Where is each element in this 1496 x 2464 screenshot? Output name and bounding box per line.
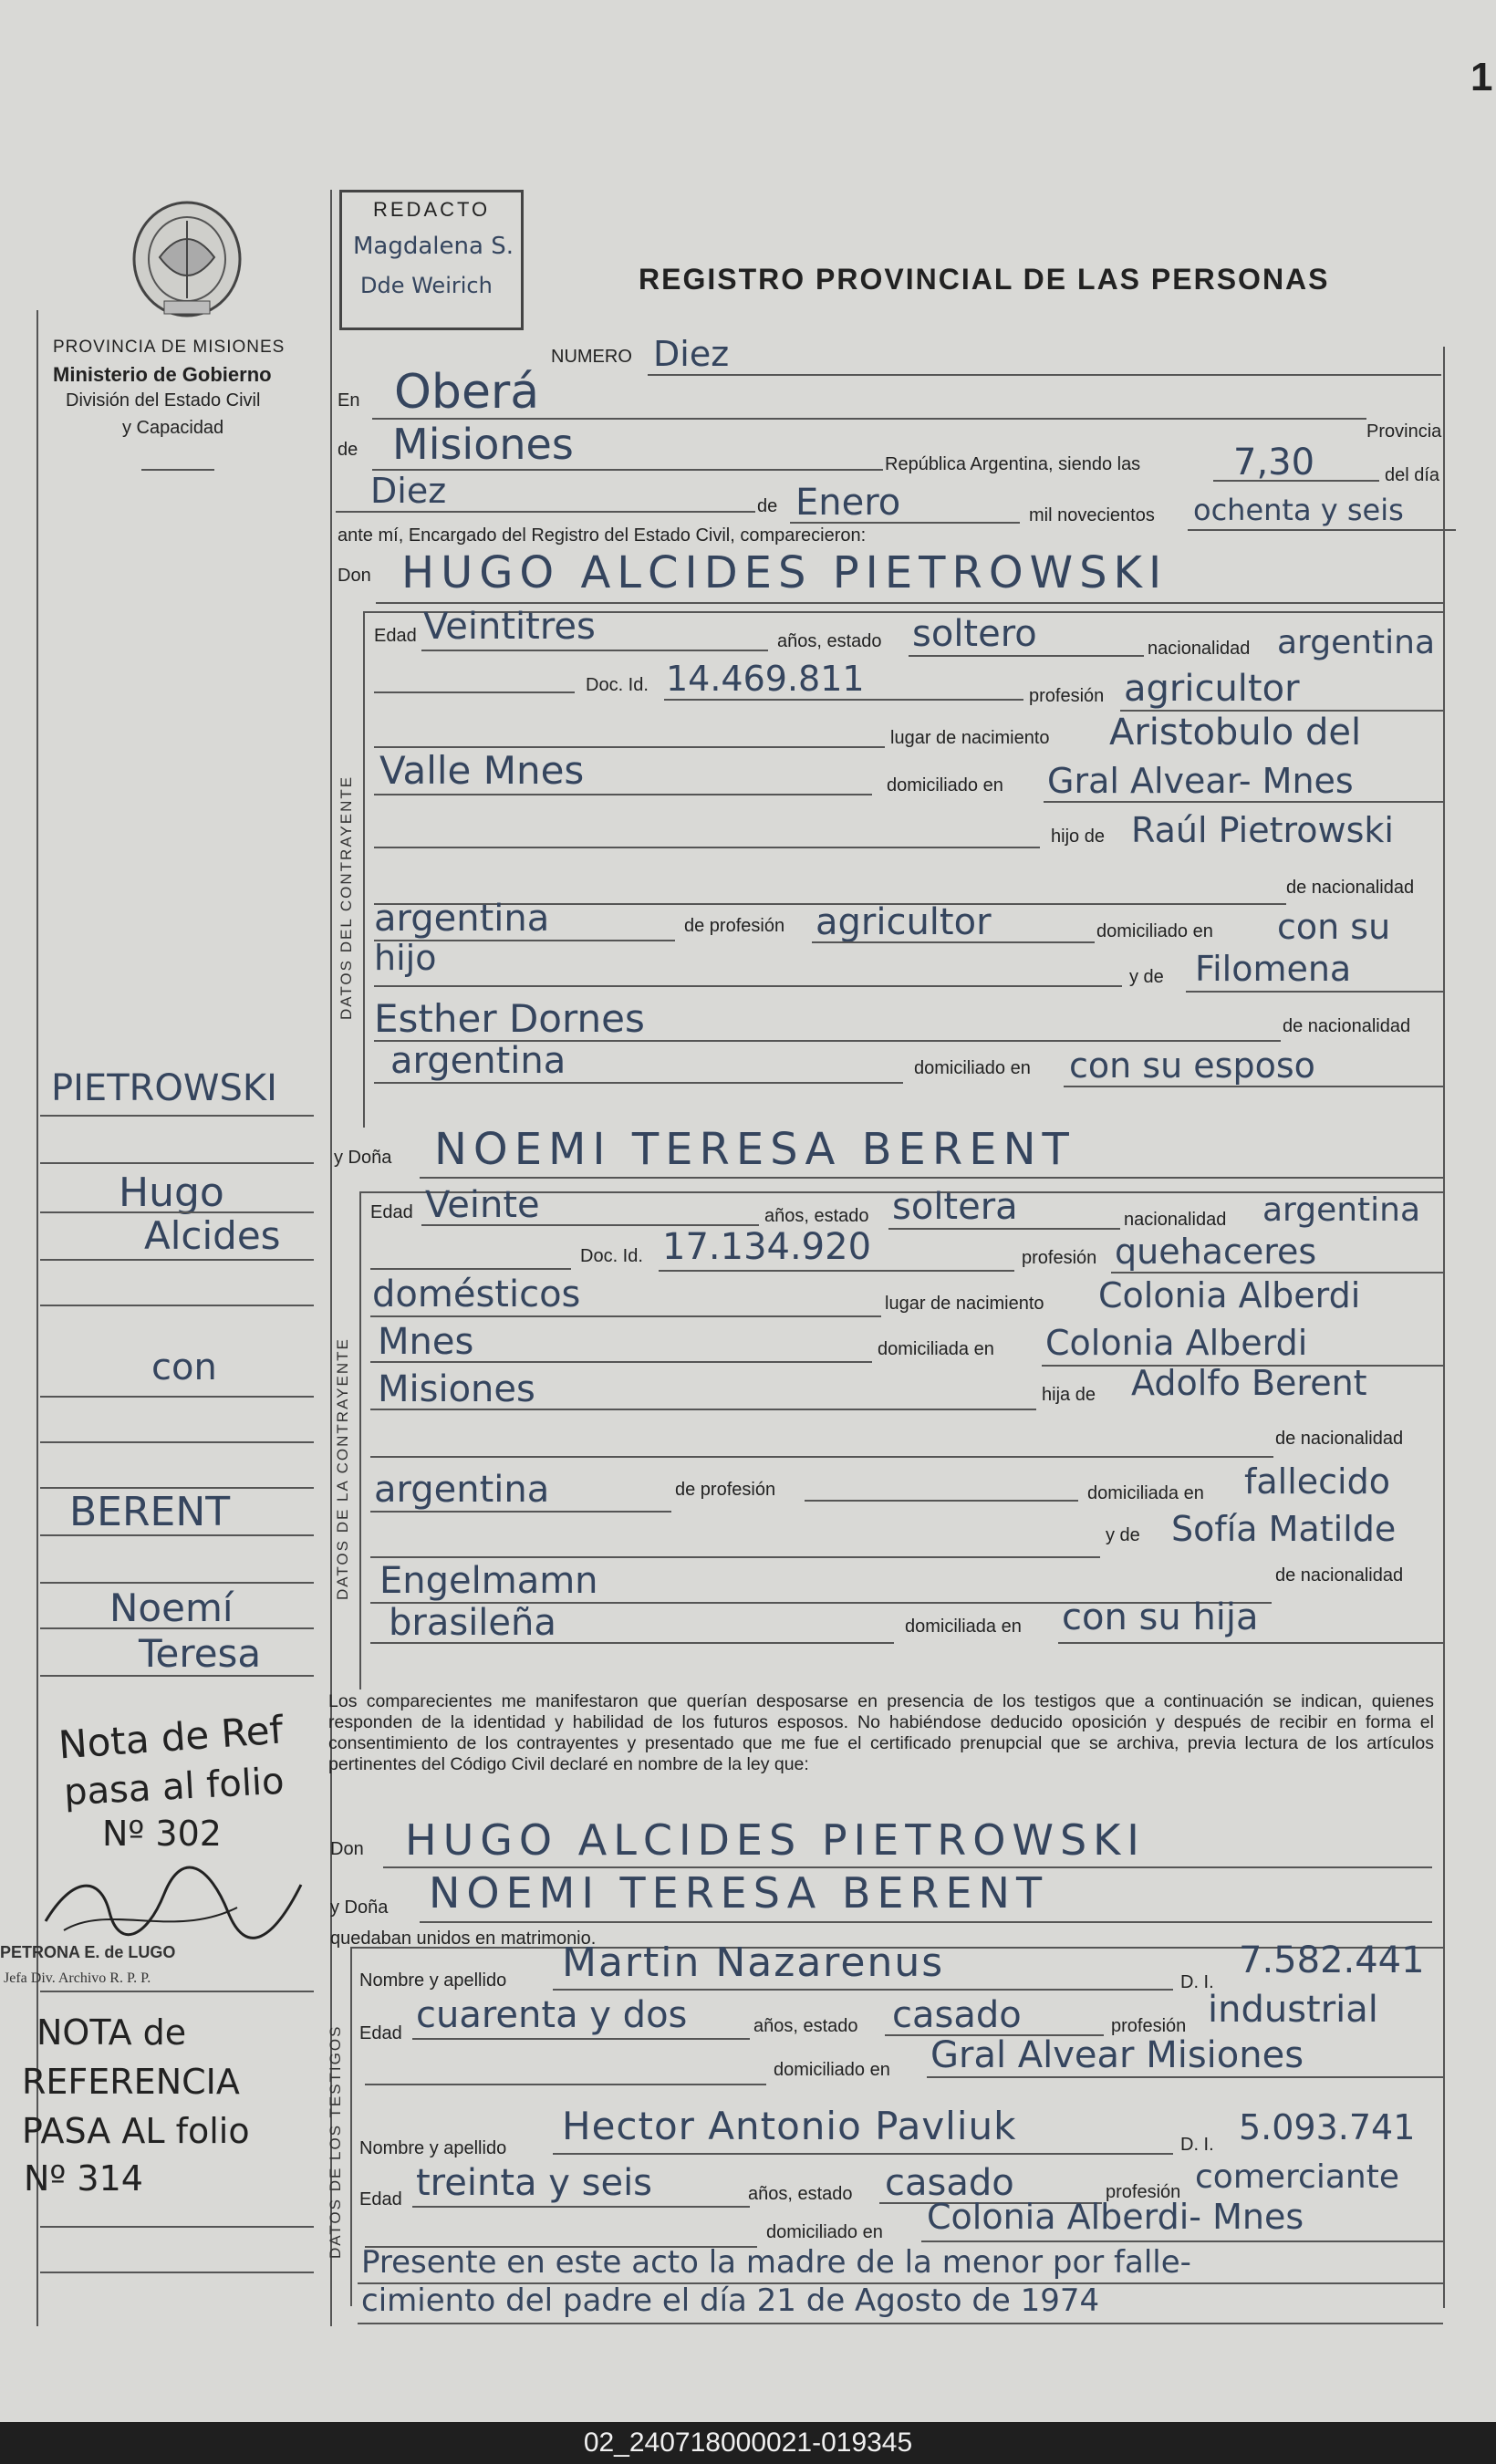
groom-padre: Raúl Pietrowski	[1131, 810, 1394, 850]
groom-nacionalidad-label: nacionalidad	[1148, 639, 1251, 659]
w1-estado-label: años, estado	[753, 2016, 858, 2036]
groom-lugar-2: Valle Mnes	[379, 748, 585, 793]
groom-hijo-prefix-rule	[374, 847, 1040, 848]
decl-groom-name: HUGO ALCIDES PIETROWSKI	[405, 1815, 1146, 1865]
decl-dona-label: y Doña	[330, 1897, 389, 1918]
margin-surname-1: PIETROWSKI	[51, 1067, 277, 1109]
bride-estado-rule	[888, 1228, 1120, 1230]
numero-rule	[648, 374, 1441, 376]
redacto-line2: Dde Weirich	[360, 273, 493, 298]
de-mes-label: de	[757, 496, 778, 516]
w1-di: 7.582.441	[1239, 1939, 1425, 1981]
bride-doc-label: Doc. Id.	[580, 1246, 643, 1266]
bride-estado: soltera	[892, 1186, 1018, 1228]
office-capacity: y Capacidad	[122, 418, 224, 438]
groom-madre-nac: argentina	[390, 1040, 566, 1082]
note-line2: cimiento del padre el día 21 de Agosto de 1974	[361, 2282, 1100, 2319]
bride-profesion-label: profesión	[1022, 1248, 1097, 1268]
groom-estado-rule	[909, 655, 1144, 657]
bride-name-rule	[420, 1177, 1443, 1179]
groom-profesion: agricultor	[1124, 668, 1300, 710]
provincia-value: Misiones	[392, 420, 574, 469]
anio-rule	[1188, 529, 1456, 531]
margin-ref1-l3: Nº 302	[102, 1814, 222, 1854]
groom-padre-prof: agricultor	[816, 901, 992, 943]
margin-ref2-l4: Nº 314	[24, 2158, 143, 2199]
decl-bride-rule	[420, 1921, 1432, 1923]
bride-nacionalidad: argentina	[1262, 1191, 1421, 1229]
witnesses-section-label: DATOS DE LOS TESTIGOS	[327, 2024, 344, 2259]
anio-value: ochenta y seis	[1193, 493, 1404, 527]
en-value: Oberá	[394, 365, 540, 420]
bride-madre-nac: brasileña	[389, 1602, 556, 1644]
bride-padre-prof-label: de profesión	[675, 1480, 776, 1500]
scan-id-footer: 02_240718000021-019345	[0, 2422, 1496, 2464]
bride-doc-rule	[659, 1270, 1014, 1272]
decl-bride-name: NOEMI TERESA BERENT	[429, 1868, 1049, 1918]
margin-first-1b: Alcides	[144, 1213, 281, 1258]
w1-nombre-label: Nombre y apellido	[359, 1970, 507, 1991]
bride-madre-nac-label: de nacionalidad	[1275, 1565, 1404, 1585]
groom-nacionalidad: argentina	[1277, 624, 1436, 661]
margin-rule-10	[40, 1582, 314, 1584]
w2-di: 5.093.741	[1239, 2107, 1416, 2147]
y-dona-label: y Doña	[334, 1148, 392, 1168]
bride-madre-nac-rule	[370, 1642, 894, 1644]
groom-madre-nac-rule	[374, 1082, 903, 1084]
margin-ref2-l2: REFERENCIA	[22, 2062, 240, 2102]
note-line1: Presente en este acto la madre de la menor por falle-	[361, 2244, 1191, 2281]
groom-padre-dom-1: con su	[1277, 907, 1391, 947]
bride-profesion: quehaceres	[1115, 1232, 1317, 1272]
bride-madre-dom-label: domiciliada en	[905, 1617, 1022, 1637]
groom-doc-label: Doc. Id.	[586, 675, 649, 695]
w2-nombre-label: Nombre y apellido	[359, 2138, 507, 2158]
bride-madre-dom-rule	[1058, 1642, 1443, 1644]
margin-rule-5	[40, 1305, 314, 1306]
groom-padre-dom-label: domiciliado en	[1096, 921, 1213, 941]
margin-rule-12	[40, 1675, 314, 1677]
w2-di-label: D. I.	[1180, 2135, 1214, 2155]
signature-scribble	[36, 1857, 310, 1949]
hora-rule	[1213, 480, 1379, 482]
w1-dom-prefix-rule	[365, 2084, 766, 2085]
w1-estado: casado	[892, 1994, 1022, 2036]
margin-stamp-line1: PETRONA E. de LUGO	[0, 1943, 176, 1961]
groom-lugar-1: Aristobulo del	[1109, 712, 1362, 754]
bride-section-label: DATOS DE LA CONTRAYENTE	[334, 1337, 351, 1600]
dia-rule	[336, 511, 755, 513]
bride-padre-dom: fallecido	[1244, 1461, 1390, 1502]
dia-value: Diez	[370, 471, 447, 511]
provincia-rule	[372, 469, 883, 471]
bride-padre-nac-label: de nacionalidad	[1275, 1429, 1404, 1449]
bride-estado-label: años, estado	[764, 1206, 869, 1226]
note-line2-rule	[358, 2323, 1443, 2324]
margin-rule-15	[40, 2272, 314, 2273]
bride-domicilio-2-rule	[370, 1409, 1036, 1410]
groom-padre-dom-2: hijo	[374, 938, 437, 978]
redacto-line1: Magdalena S.	[353, 233, 514, 260]
w1-dom-label: domiciliado en	[774, 2060, 890, 2080]
groom-madre-dom-rule	[1064, 1086, 1443, 1087]
quedaban-text: quedaban unidos en matrimonio.	[330, 1929, 597, 1949]
groom-profesion-label: profesión	[1029, 686, 1105, 706]
mes-rule	[790, 522, 1020, 524]
w1-profesion-label: profesión	[1111, 2016, 1187, 2036]
w2-estado: casado	[885, 2162, 1014, 2204]
bride-profesion-2-rule	[370, 1315, 881, 1317]
bride-lugar-1: Colonia Alberdi	[1098, 1275, 1361, 1315]
groom-name-rule	[376, 602, 1443, 604]
w2-dom-label: domiciliado en	[766, 2222, 883, 2242]
groom-padre-prof-label: de profesión	[684, 916, 785, 936]
w2-estado-label: años, estado	[748, 2184, 853, 2204]
bride-lugar-2-rule	[370, 1361, 872, 1363]
w2-profesion: comerciante	[1195, 2158, 1399, 2196]
declaration-paragraph: Los comparecientes me manifestaron que querían desposarse en presencia de los testigos que a continuación se indican, quienes responden de la identidad y habilidad de los futuros esposos. No habiéndose deducido oposición y después de recibir en forma el consentimiento de los contrayentes y presentado que me fue el certificado prenupcial que se archiva, previa lectura de los artículos pertinentes del Código Civil declaré en nombre de la ley que:	[328, 1691, 1434, 1774]
margin-rule-2	[40, 1162, 314, 1164]
republica-label: República Argentina, siendo las	[885, 454, 1141, 474]
groom-doc-id: 14.469.811	[666, 659, 865, 699]
groom-madre-1-rule	[1186, 991, 1443, 993]
office-province: PROVINCIA DE MISIONES	[53, 338, 286, 357]
groom-domicilio: Gral Alvear- Mnes	[1047, 761, 1354, 801]
margin-surname-2: BERENT	[69, 1489, 231, 1535]
main-frame-left	[330, 190, 332, 2326]
mes-value: Enero	[795, 482, 901, 524]
office-rule	[141, 469, 214, 471]
groom-hijo-label: hijo de	[1051, 827, 1105, 847]
groom-madre-2: Esther Dornes	[374, 996, 645, 1041]
bride-domicilio-2: Misiones	[378, 1368, 535, 1410]
margin-stamp-line2: Jefa Div. Archivo R. P. P.	[4, 1970, 151, 1986]
margin-first-2b: Teresa	[139, 1631, 262, 1676]
bride-padre-nac-rule	[370, 1511, 671, 1513]
bride-padre-prof-rule	[805, 1500, 1078, 1502]
bride-padre: Adolfo Berent	[1131, 1363, 1367, 1403]
bride-hija-label: hija de	[1042, 1385, 1096, 1405]
w1-name-rule	[553, 1989, 1173, 1991]
provincia-label: Provincia	[1366, 421, 1442, 442]
margin-rule-11	[40, 1627, 314, 1629]
groom-estado: soltero	[912, 613, 1037, 655]
margin-rule-14	[40, 2226, 314, 2228]
w1-name: Martin Nazarenus	[562, 1939, 945, 1986]
bride-y-de-rule	[370, 1556, 1100, 1558]
margin-con: con	[151, 1346, 217, 1388]
groom-doc-rule	[664, 699, 1023, 701]
groom-domicilio-rule	[1044, 801, 1443, 803]
groom-estado-label: años, estado	[777, 631, 882, 651]
main-frame-right	[1443, 347, 1445, 2308]
groom-lugar-label: lugar de nacimiento	[890, 728, 1050, 748]
office-division: División del Estado Civil	[66, 390, 261, 411]
page-title: REGISTRO PROVINCIAL DE LAS PERSONAS	[639, 263, 1330, 296]
margin-ref2-l3: PASA AL folio	[22, 2111, 250, 2151]
decl-don-label: Don	[330, 1839, 364, 1859]
margin-rule-9	[40, 1534, 314, 1536]
w2-dom-rule	[921, 2240, 1443, 2242]
margin-rule-1	[40, 1115, 314, 1117]
bride-doc-prefix-rule	[370, 1268, 571, 1270]
w1-edad: cuarenta y dos	[416, 1994, 688, 2036]
bride-edad-label: Edad	[370, 1202, 413, 1222]
bride-madre-1: Sofía Matilde	[1171, 1509, 1397, 1549]
bride-doc-id: 17.134.920	[662, 1226, 872, 1268]
margin-rule-6	[40, 1396, 314, 1398]
hora-value: 7,30	[1233, 442, 1315, 483]
w1-edad-label: Edad	[359, 2023, 402, 2043]
groom-lugar-2-rule	[374, 794, 872, 795]
groom-madre-dom-label: domiciliado en	[914, 1058, 1031, 1078]
groom-section-label: DATOS DEL CONTRAYENTE	[338, 775, 355, 1020]
groom-madre-1: Filomena	[1195, 949, 1352, 989]
groom-doc-prefix-rule	[374, 691, 575, 693]
margin-first-1a: Hugo	[119, 1170, 224, 1216]
bride-profesion-2: domésticos	[372, 1274, 581, 1315]
groom-padre-nac: argentina	[374, 898, 550, 940]
groom-name: HUGO ALCIDES PIETROWSKI	[401, 547, 1169, 598]
margin-ref2-l1: NOTA de	[36, 2012, 187, 2053]
w1-dom-rule	[927, 2076, 1443, 2078]
ante-mi-text: ante mí, Encargado del Registro del Estado Civil, comparecieron:	[338, 525, 867, 546]
bride-madre-2: Engelmamn	[379, 1560, 598, 1602]
margin-ref1-l1: Nota de Ref	[57, 1707, 285, 1768]
groom-edad: Veintitres	[423, 606, 596, 648]
bride-lugar-label: lugar de nacimiento	[885, 1294, 1044, 1314]
groom-madre-nac-label: de nacionalidad	[1283, 1016, 1411, 1036]
coat-of-arms-seal	[128, 193, 246, 321]
redacto-box	[339, 190, 524, 330]
en-label: En	[338, 390, 360, 411]
redacto-title: REDACTO	[373, 198, 491, 221]
w1-profesion: industrial	[1208, 1989, 1378, 2031]
margin-first-2a: Noemí	[109, 1585, 234, 1630]
bride-lugar-2: Mnes	[378, 1321, 474, 1363]
bride-y-de-label: y de	[1106, 1525, 1140, 1545]
don-label: Don	[338, 566, 371, 586]
bride-domicilio: Colonia Alberdi	[1045, 1323, 1308, 1363]
groom-y-de-label: y de	[1129, 967, 1164, 987]
bride-domicilio-label: domiciliada en	[878, 1339, 994, 1359]
bride-padre-nac: argentina	[374, 1469, 550, 1511]
w1-edad-rule	[412, 2038, 750, 2040]
margin-rule-13	[40, 1991, 314, 1992]
w2-profesion-label: profesión	[1106, 2182, 1181, 2202]
margin-rule-7	[40, 1441, 314, 1443]
groom-edad-rule	[421, 650, 768, 651]
bride-edad: Veinte	[425, 1184, 540, 1226]
page-number: 1	[1470, 55, 1493, 99]
groom-padre-nac-label: de nacionalidad	[1286, 878, 1415, 898]
groom-madre-dom: con su esposo	[1069, 1045, 1315, 1086]
office-ministry: Ministerio de Gobierno	[53, 363, 272, 386]
bride-profesion-rule	[1111, 1272, 1443, 1274]
groom-edad-label: Edad	[374, 626, 417, 646]
groom-padre-prof-rule	[812, 941, 1095, 943]
w2-name-rule	[553, 2153, 1173, 2155]
bride-padre-dom-label: domiciliada en	[1087, 1483, 1204, 1503]
w2-edad-rule	[412, 2206, 750, 2208]
bride-padre-2-rule	[370, 1456, 1273, 1458]
mil-novecientos-label: mil novecientos	[1029, 505, 1155, 525]
bride-madre-dom: con su hija	[1062, 1596, 1259, 1638]
w2-domicilio: Colonia Alberdi- Mnes	[927, 2197, 1304, 2237]
groom-domicilio-label: domiciliado en	[887, 775, 1003, 795]
bride-name: NOEMI TERESA BERENT	[434, 1124, 1075, 1175]
numero-label: NUMERO	[551, 347, 632, 367]
bride-nacionalidad-label: nacionalidad	[1124, 1210, 1227, 1230]
del-dia-label: del día	[1385, 465, 1440, 485]
w2-edad-label: Edad	[359, 2189, 402, 2209]
w2-name: Hector Antonio Pavliuk	[562, 2104, 1017, 2148]
w1-di-label: D. I.	[1180, 1972, 1214, 1992]
groom-padre-dom-rule	[374, 985, 1122, 987]
w2-edad: treinta y seis	[416, 2162, 653, 2204]
margin-rule-4	[40, 1259, 314, 1261]
de-label: de	[338, 440, 358, 460]
w1-domicilio: Gral Alvear Misiones	[930, 2034, 1304, 2076]
numero-value: Diez	[653, 334, 730, 374]
margin-ref1-l2: pasa al folio	[62, 1760, 286, 1814]
